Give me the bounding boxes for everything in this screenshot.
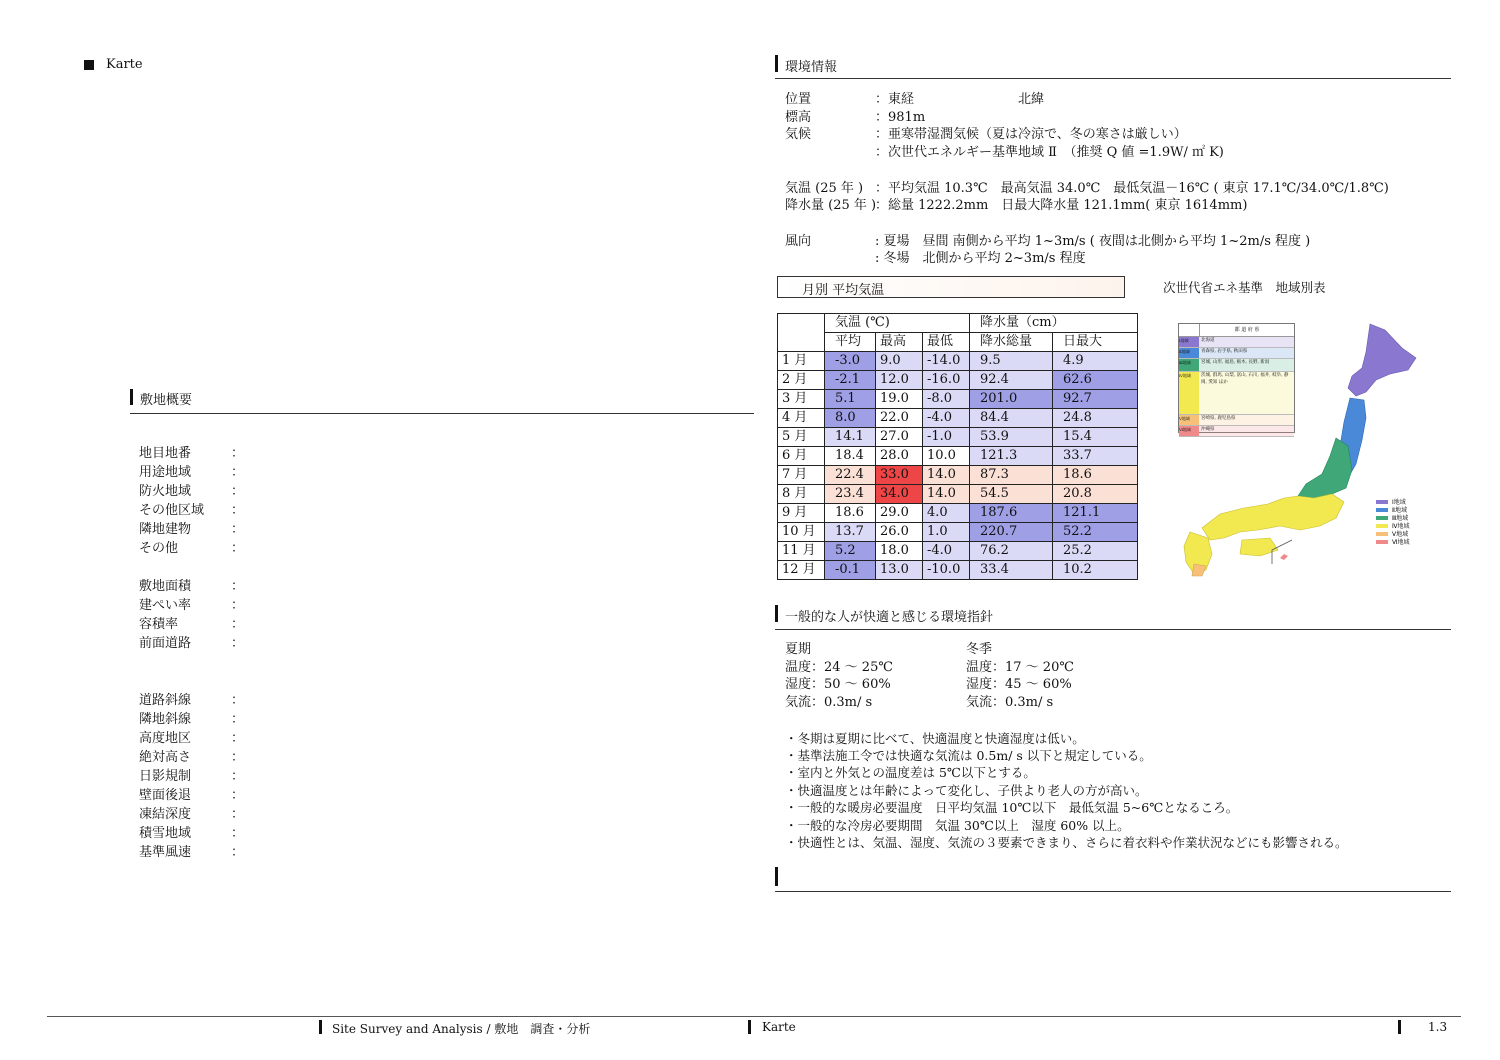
footer-rule	[47, 1016, 1461, 1017]
cell-month: 10 月	[778, 523, 825, 542]
climate-row	[778, 352, 1138, 371]
cell-month: 7 月	[778, 466, 825, 485]
cell-avg: 18.6	[825, 504, 876, 523]
env-row	[785, 91, 1045, 108]
map-legend-zone2: Ⅱ地域	[1392, 507, 1407, 514]
cell-min: -4.0	[923, 409, 970, 428]
sub-header-max: 最高	[876, 333, 923, 352]
cell-max: 28.0	[876, 447, 923, 466]
site-item-colon: ：	[231, 731, 245, 746]
site-item-colon: ：	[231, 617, 245, 632]
cell-month: 11 月	[778, 542, 825, 561]
env-row-value: ：平均気温 10.3℃ 最高気温 34.0℃ 最低気温－16℃ ( 東京 17.1℃/34.0℃/1.8℃)	[875, 181, 1389, 196]
zone-legend-prefs: 宮崎県, 鹿児島県	[1201, 416, 1236, 421]
cell-avg: 5.1	[825, 390, 876, 409]
site-item-colon: ：	[231, 503, 245, 518]
cell-min: -1.0	[923, 428, 970, 447]
cell-avg: -2.1	[825, 371, 876, 390]
site-item-colon: ：	[231, 769, 245, 784]
site-item-row	[139, 463, 245, 482]
site-item-label: 敷地面積	[139, 579, 192, 594]
site-item-label: 壁面後退	[139, 788, 192, 803]
site-item-colon: ：	[231, 465, 245, 480]
site-item-colon: ：	[231, 750, 245, 765]
env-row-label: 風向	[785, 234, 812, 249]
env-row-label: 位置	[785, 92, 812, 107]
env-row-label: 気候	[785, 127, 812, 142]
site-section-bar	[130, 389, 133, 405]
climate-row	[778, 390, 1138, 409]
site-item-label: 道路斜線	[139, 693, 192, 708]
cell-total: 9.5	[970, 352, 1053, 371]
cell-max: 22.0	[876, 409, 923, 428]
precip-group-header: 降水量（cm）	[970, 314, 1138, 333]
cell-total: 201.0	[970, 390, 1053, 409]
page-title: Karte	[106, 57, 143, 72]
cell-total: 92.4	[970, 371, 1053, 390]
map-legend-zone4: Ⅳ地域	[1392, 523, 1410, 530]
site-item-colon: ：	[231, 579, 245, 594]
comfort-bullet: ・基準法施工令では快適な気流は 0.5m/ s 以下と規定している。	[785, 748, 1152, 763]
okinawa-inset-frame	[1272, 540, 1292, 564]
cell-min: -8.0	[923, 390, 970, 409]
cell-daymax: 10.2	[1053, 561, 1138, 580]
cell-avg: 8.0	[825, 409, 876, 428]
cell-daymax: 92.7	[1053, 390, 1138, 409]
zone-legend-name: Ⅵ地域	[1179, 426, 1199, 436]
comfort-bullet: ・快適性とは、気温、湿度、気流の３要素できまり、さらに着衣料や作業状況などにも影響される。	[785, 835, 1348, 850]
cell-daymax: 62.6	[1053, 371, 1138, 390]
sub-header-total: 降水総量	[970, 333, 1053, 352]
cell-month: 1 月	[778, 352, 825, 371]
cell-avg: 23.4	[825, 485, 876, 504]
zone-legend-prefs: 北海道	[1201, 338, 1215, 343]
cell-daymax: 24.8	[1053, 409, 1138, 428]
site-item-row	[139, 805, 245, 824]
site-item-label: その他	[139, 541, 179, 556]
site-item-label: 高度地区	[139, 731, 192, 746]
cell-total: 187.6	[970, 504, 1053, 523]
site-item-colon: ：	[231, 636, 245, 651]
cell-max: 29.0	[876, 504, 923, 523]
sub-header-daymax: 日最大	[1053, 333, 1138, 352]
climate-row	[778, 371, 1138, 390]
footer-bar-left	[319, 1020, 322, 1034]
footer-page-number: 1.3	[1428, 1020, 1448, 1034]
cell-max: 33.0	[876, 466, 923, 485]
footer-bar-right	[1398, 1020, 1401, 1034]
cell-max: 19.0	[876, 390, 923, 409]
site-item-label: 基準風速	[139, 845, 192, 860]
okinawa-shape	[1280, 554, 1288, 560]
comfort-bullet: ・室内と外気との温度差は 5℃以下とする。	[785, 765, 1036, 780]
zone-legend-name: Ⅲ地域	[1179, 359, 1199, 371]
climate-row	[778, 466, 1138, 485]
site-item-row	[139, 824, 245, 843]
cell-total: 121.3	[970, 447, 1053, 466]
site-item-row	[139, 843, 245, 862]
env-section-title: 環境情報	[785, 60, 838, 75]
cell-month: 4 月	[778, 409, 825, 428]
zone-legend-header-text: 都 道 府 県	[1234, 327, 1260, 333]
cell-daymax: 52.2	[1053, 523, 1138, 542]
cell-daymax: 25.2	[1053, 542, 1138, 561]
site-item-row	[139, 539, 245, 558]
comfort-bullet: ・一般的な冷房必要期間 気温 30℃以上 湿度 60% 以上。	[785, 818, 1130, 833]
site-item-colon: ：	[231, 522, 245, 537]
climate-row	[778, 542, 1138, 561]
cell-total: 33.4	[970, 561, 1053, 580]
winter-block	[966, 641, 1074, 711]
climate-row	[778, 447, 1138, 466]
site-item-colon: ：	[231, 845, 245, 860]
map-legend-zone3: Ⅲ地域	[1392, 515, 1409, 522]
env-row-label: 標高	[785, 110, 812, 125]
honshu-zone4-shape	[1202, 494, 1344, 540]
env-row-value: ：亜寒帯湿潤気候（夏は冷涼で、冬の寒さは厳しい）	[875, 127, 1187, 142]
cell-daymax: 4.9	[1053, 352, 1138, 371]
comfort-bullet: ・冬期は夏期に比べて、快適温度と快適湿度は低い。	[785, 731, 1085, 746]
cell-total: 76.2	[970, 542, 1053, 561]
climate-row	[778, 485, 1138, 504]
site-item-row	[139, 596, 245, 615]
climate-row	[778, 504, 1138, 523]
cell-avg: 14.1	[825, 428, 876, 447]
site-item-row	[139, 444, 245, 463]
site-item-label: その他区域	[139, 503, 205, 518]
japan-zone-map	[1180, 318, 1420, 578]
summer-title: 夏期	[785, 642, 812, 657]
site-item-label: 地目地番	[139, 446, 192, 461]
env-row-value: ：次世代エネルギー基準地域 Ⅱ （推奨 Q 値 =1.9W/ ㎡ K)	[875, 145, 1224, 160]
env-row	[785, 180, 1389, 197]
summer-block	[785, 641, 893, 711]
env-row	[785, 233, 1311, 250]
cell-avg: -3.0	[825, 352, 876, 371]
site-item-colon: ：	[231, 712, 245, 727]
site-item-label: 絶対高さ	[139, 750, 192, 765]
summer-line: 湿度：50 ～ 60%	[785, 677, 891, 692]
site-item-label: 積雪地域	[139, 826, 192, 841]
cell-min: -10.0	[923, 561, 970, 580]
cell-daymax: 15.4	[1053, 428, 1138, 447]
env-section-rule	[775, 78, 1451, 79]
site-section-title: 敷地概要	[140, 393, 193, 408]
winter-line: 温度：17 ～ 20℃	[966, 659, 1074, 675]
env-row-label: 気温 (25 年 )	[785, 181, 864, 196]
site-item-label: 建ぺい率	[139, 598, 192, 613]
kyushu-south-shape	[1192, 564, 1206, 576]
sub-header-min: 最低	[923, 333, 970, 352]
climate-row	[778, 428, 1138, 447]
site-item-label: 防火地域	[139, 484, 192, 499]
cell-total: 87.3	[970, 466, 1053, 485]
env-section-bar	[775, 55, 778, 72]
comfort-bullet: ・快適温度とは年齢によって変化し、子供より老人の方が高い。	[785, 783, 1148, 798]
site-item-row	[139, 729, 245, 748]
cell-daymax: 121.1	[1053, 504, 1138, 523]
footer-bar-middle	[748, 1020, 751, 1034]
cell-month: 9 月	[778, 504, 825, 523]
site-item-colon: ：	[231, 484, 245, 499]
cell-total: 220.7	[970, 523, 1053, 542]
cell-month: 6 月	[778, 447, 825, 466]
cell-max: 34.0	[876, 485, 923, 504]
temp-group-header: 気温 (℃)	[825, 314, 970, 333]
env-row	[785, 126, 1187, 143]
site-item-row	[139, 520, 245, 539]
site-item-label: 容積率	[139, 617, 179, 632]
env-row-value: : 冬場 北側から平均 2~3m/s 程度	[875, 251, 1086, 266]
winter-line: 湿度：45 ～ 60%	[966, 677, 1072, 692]
cell-daymax: 33.7	[1053, 447, 1138, 466]
cell-avg: 5.2	[825, 542, 876, 561]
site-item-label: 日影規制	[139, 769, 192, 784]
site-item-row	[139, 748, 245, 767]
footer-left-text: Site Survey and Analysis / 敷地 調査・分析	[332, 1022, 591, 1036]
cell-avg: 18.4	[825, 447, 876, 466]
site-item-row	[139, 634, 245, 653]
winter-line: 気流：0.3m/ s	[966, 694, 1054, 710]
zone-legend-prefs: 宮城, 山形, 福島, 栃木, 長野, 新潟	[1201, 360, 1270, 365]
cell-max: 12.0	[876, 371, 923, 390]
cell-max: 27.0	[876, 428, 923, 447]
site-item-row	[139, 577, 245, 596]
map-legend-zone6: Ⅵ地域	[1392, 539, 1410, 546]
zone-legend-name: Ⅱ地域	[1179, 348, 1199, 358]
comfort-section-bar	[775, 605, 778, 622]
comfort-section-title: 一般的な人が快適と感じる環境指針	[785, 610, 994, 625]
cell-total: 54.5	[970, 485, 1053, 504]
zone-legend-prefs: 茨城, 群馬, 山梨, 富山, 石川, 福井, 岐阜, 静岡, 愛知 ほか	[1201, 373, 1289, 385]
env-row-value: : 夏場 昼間 南側から平均 1~3m/s ( 夜間は北側から平均 1~2m/s 程度 )	[875, 234, 1311, 249]
summer-line: 気流：0.3m/ s	[785, 694, 873, 710]
zone3-shape	[1298, 438, 1352, 498]
cell-month: 2 月	[778, 371, 825, 390]
zone-legend-prefs: 沖縄県	[1201, 427, 1215, 432]
hokkaido-shape	[1348, 324, 1416, 396]
cell-min: 10.0	[923, 447, 970, 466]
cell-min: -4.0	[923, 542, 970, 561]
cell-min: -14.0	[923, 352, 970, 371]
site-item-row	[139, 615, 245, 634]
cell-month: 8 月	[778, 485, 825, 504]
comfort-bullet: ・一般的な暖房必要温度 日平均気温 10℃以下 最低気温 5~6℃となるころ。	[785, 800, 1239, 815]
env-row-value: ：総量 1222.2mm 日最大降水量 121.1mm( 東京 1614mm)	[875, 198, 1248, 213]
map-legend	[1376, 498, 1410, 546]
zone-legend-name: Ⅳ地域	[1179, 372, 1199, 414]
cell-avg: -0.1	[825, 561, 876, 580]
site-item-colon: ：	[231, 446, 245, 461]
cell-total: 53.9	[970, 428, 1053, 447]
cell-month: 12 月	[778, 561, 825, 580]
zone-legend-name: Ⅰ地域	[1179, 337, 1199, 347]
site-item-colon: ：	[231, 598, 245, 613]
cell-daymax: 18.6	[1053, 466, 1138, 485]
zone-legend-prefs: 青森県, 岩手県, 秋田県	[1201, 349, 1248, 354]
sub-header-avg: 平均	[825, 333, 876, 352]
cell-avg: 13.7	[825, 523, 876, 542]
cell-min: -16.0	[923, 371, 970, 390]
cell-min: 14.0	[923, 485, 970, 504]
cell-min: 14.0	[923, 466, 970, 485]
site-item-colon: ：	[231, 541, 245, 556]
site-item-row	[139, 767, 245, 786]
climate-table	[777, 313, 1138, 580]
cell-month: 5 月	[778, 428, 825, 447]
footer-middle-text: Karte	[762, 1020, 796, 1034]
site-item-label: 前面道路	[139, 636, 192, 651]
comfort-section-rule	[775, 629, 1451, 630]
env-row	[785, 109, 926, 126]
map-title: 次世代省エネ基準 地域別表	[1163, 280, 1326, 295]
cell-month: 3 月	[778, 390, 825, 409]
site-item-colon: ：	[231, 693, 245, 708]
env-row-value: ：東経 北緯	[875, 92, 1045, 107]
site-item-label: 用途地域	[139, 465, 192, 480]
zone-legend-name: Ⅴ地域	[1179, 415, 1199, 425]
cell-min: 1.0	[923, 523, 970, 542]
site-item-row	[139, 710, 245, 729]
month-header-cell	[778, 314, 825, 352]
summer-line: 温度：24 ～ 25℃	[785, 659, 893, 675]
cell-max: 9.0	[876, 352, 923, 371]
cell-max: 18.0	[876, 542, 923, 561]
site-item-row	[139, 501, 245, 520]
site-item-row	[139, 691, 245, 710]
climate-row	[778, 409, 1138, 428]
site-item-label: 隣地建物	[139, 522, 192, 537]
winter-title: 冬季	[966, 642, 993, 657]
site-item-colon: ：	[231, 826, 245, 841]
cell-min: 4.0	[923, 504, 970, 523]
env-row	[785, 197, 1248, 214]
site-item-row	[139, 482, 245, 501]
map-legend-zone5: Ⅴ地域	[1392, 531, 1409, 538]
page-title-marker	[84, 60, 94, 70]
site-section-rule	[130, 413, 754, 414]
site-item-label: 隣地斜線	[139, 712, 192, 727]
site-item-label: 凍結深度	[139, 807, 192, 822]
site-item-colon: ：	[231, 807, 245, 822]
env-row-label: 降水量 (25 年 )	[785, 198, 877, 213]
empty-section-rule	[775, 891, 1451, 892]
climate-row	[778, 523, 1138, 542]
site-item-row	[139, 786, 245, 805]
cell-max: 26.0	[876, 523, 923, 542]
map-legend-zone1: Ⅰ地域	[1392, 499, 1406, 506]
cell-max: 13.0	[876, 561, 923, 580]
site-item-colon: ：	[231, 788, 245, 803]
cell-avg: 22.4	[825, 466, 876, 485]
climate-row	[778, 561, 1138, 580]
empty-section-bar	[775, 867, 778, 886]
env-row-value: ：981m	[875, 110, 926, 125]
monthly-caption: 月別 平均気温	[802, 283, 885, 298]
cell-daymax: 20.8	[1053, 485, 1138, 504]
cell-total: 84.4	[970, 409, 1053, 428]
